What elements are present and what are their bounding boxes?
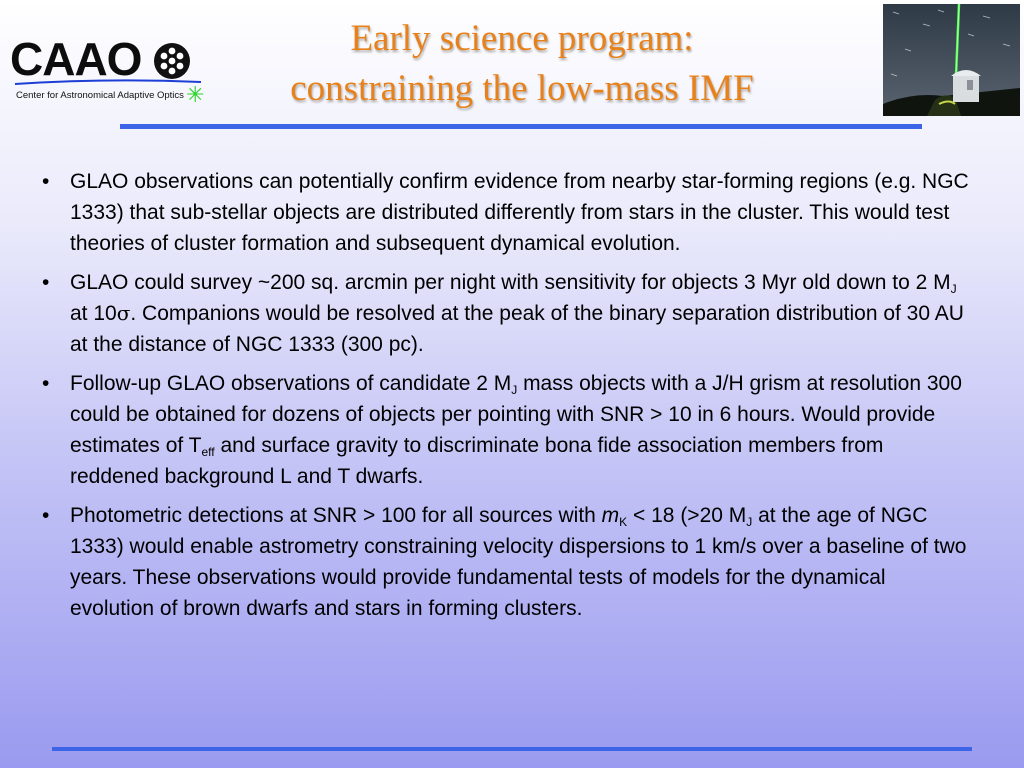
hexagon-mirror-icon [152,41,192,81]
green-star-icon: ✳ [186,82,205,107]
logo-subtitle: Center for Astronomical Adaptive Optics [16,90,184,101]
bullet-text-part: and surface gravity to discriminate bona fide association members from reddened background L and T dwarfs. [70,434,884,488]
bullet-text-part: Photometric detections at SNR > 100 for all sources with [70,504,602,527]
subscript: J [746,515,753,529]
bullet-item [42,267,972,360]
bullet-text-part: < 18 (>20 M [627,504,747,527]
subscript: J [511,383,518,397]
logo-swoosh [13,78,203,88]
caao-logo [8,32,213,107]
subscript: J [950,282,957,296]
bullet-text-part: Follow-up GLAO observations of candidate 2 M [70,372,512,395]
title-line-2: constraining the low-mass IMF [290,68,754,109]
bullet-text-part: mass objects with a J/H grism at resolution 300 could be obtained for dozens of objects per pointing with SNR > 10 in 6 hours. Would provide estimates of T [70,372,962,457]
slide-title [222,14,822,114]
bullet-item [42,500,972,624]
bullet-dot: • [42,372,50,395]
bullet-text-part: at 10 [70,302,117,325]
telescope-laser-image [883,4,1020,116]
subscript: eff [201,445,215,459]
bullet-list [42,166,972,624]
bullet-dot: • [42,170,50,193]
bullet-dot: • [42,271,50,294]
logo-wordmark: CAAO [10,33,142,85]
title-underline [120,124,922,129]
sigma-symbol: σ [116,301,131,325]
bullet-text-part: GLAO could survey ~200 sq. arcmin per night with sensitivity for objects 3 Myr old down to 2 M [70,271,951,294]
bullet-item [42,166,972,259]
bullet-text: GLAO observations can potentially confirm evidence from nearby star-forming regions (e.g. NGC 1333) that sub-stellar objects are distributed differently from stars in the cluster. This would test theories of cluster formation and subsequent dynamical evolution. [70,170,969,255]
bullet-text-part: . Companions would be resolved at the peak of the binary separation distribution of 30 AU at the distance of NGC 1333 (300 pc). [70,302,964,356]
bullet-item [42,368,972,492]
bullet-text-part: at the age of NGC 1333) would enable astrometry constraining velocity dispersions to 1 km/s over a baseline of two years. These observations would provide fundamental tests of models for the dynamical evolution of brown dwarfs and stars in forming clusters. [70,504,967,620]
subscript: K [619,515,628,529]
title-line-1: Early science program: [350,18,694,59]
footer-rule [52,747,972,751]
bullet-dot: • [42,504,50,527]
italic-m: m [601,504,620,527]
telescope-laser-photo [883,4,1020,116]
